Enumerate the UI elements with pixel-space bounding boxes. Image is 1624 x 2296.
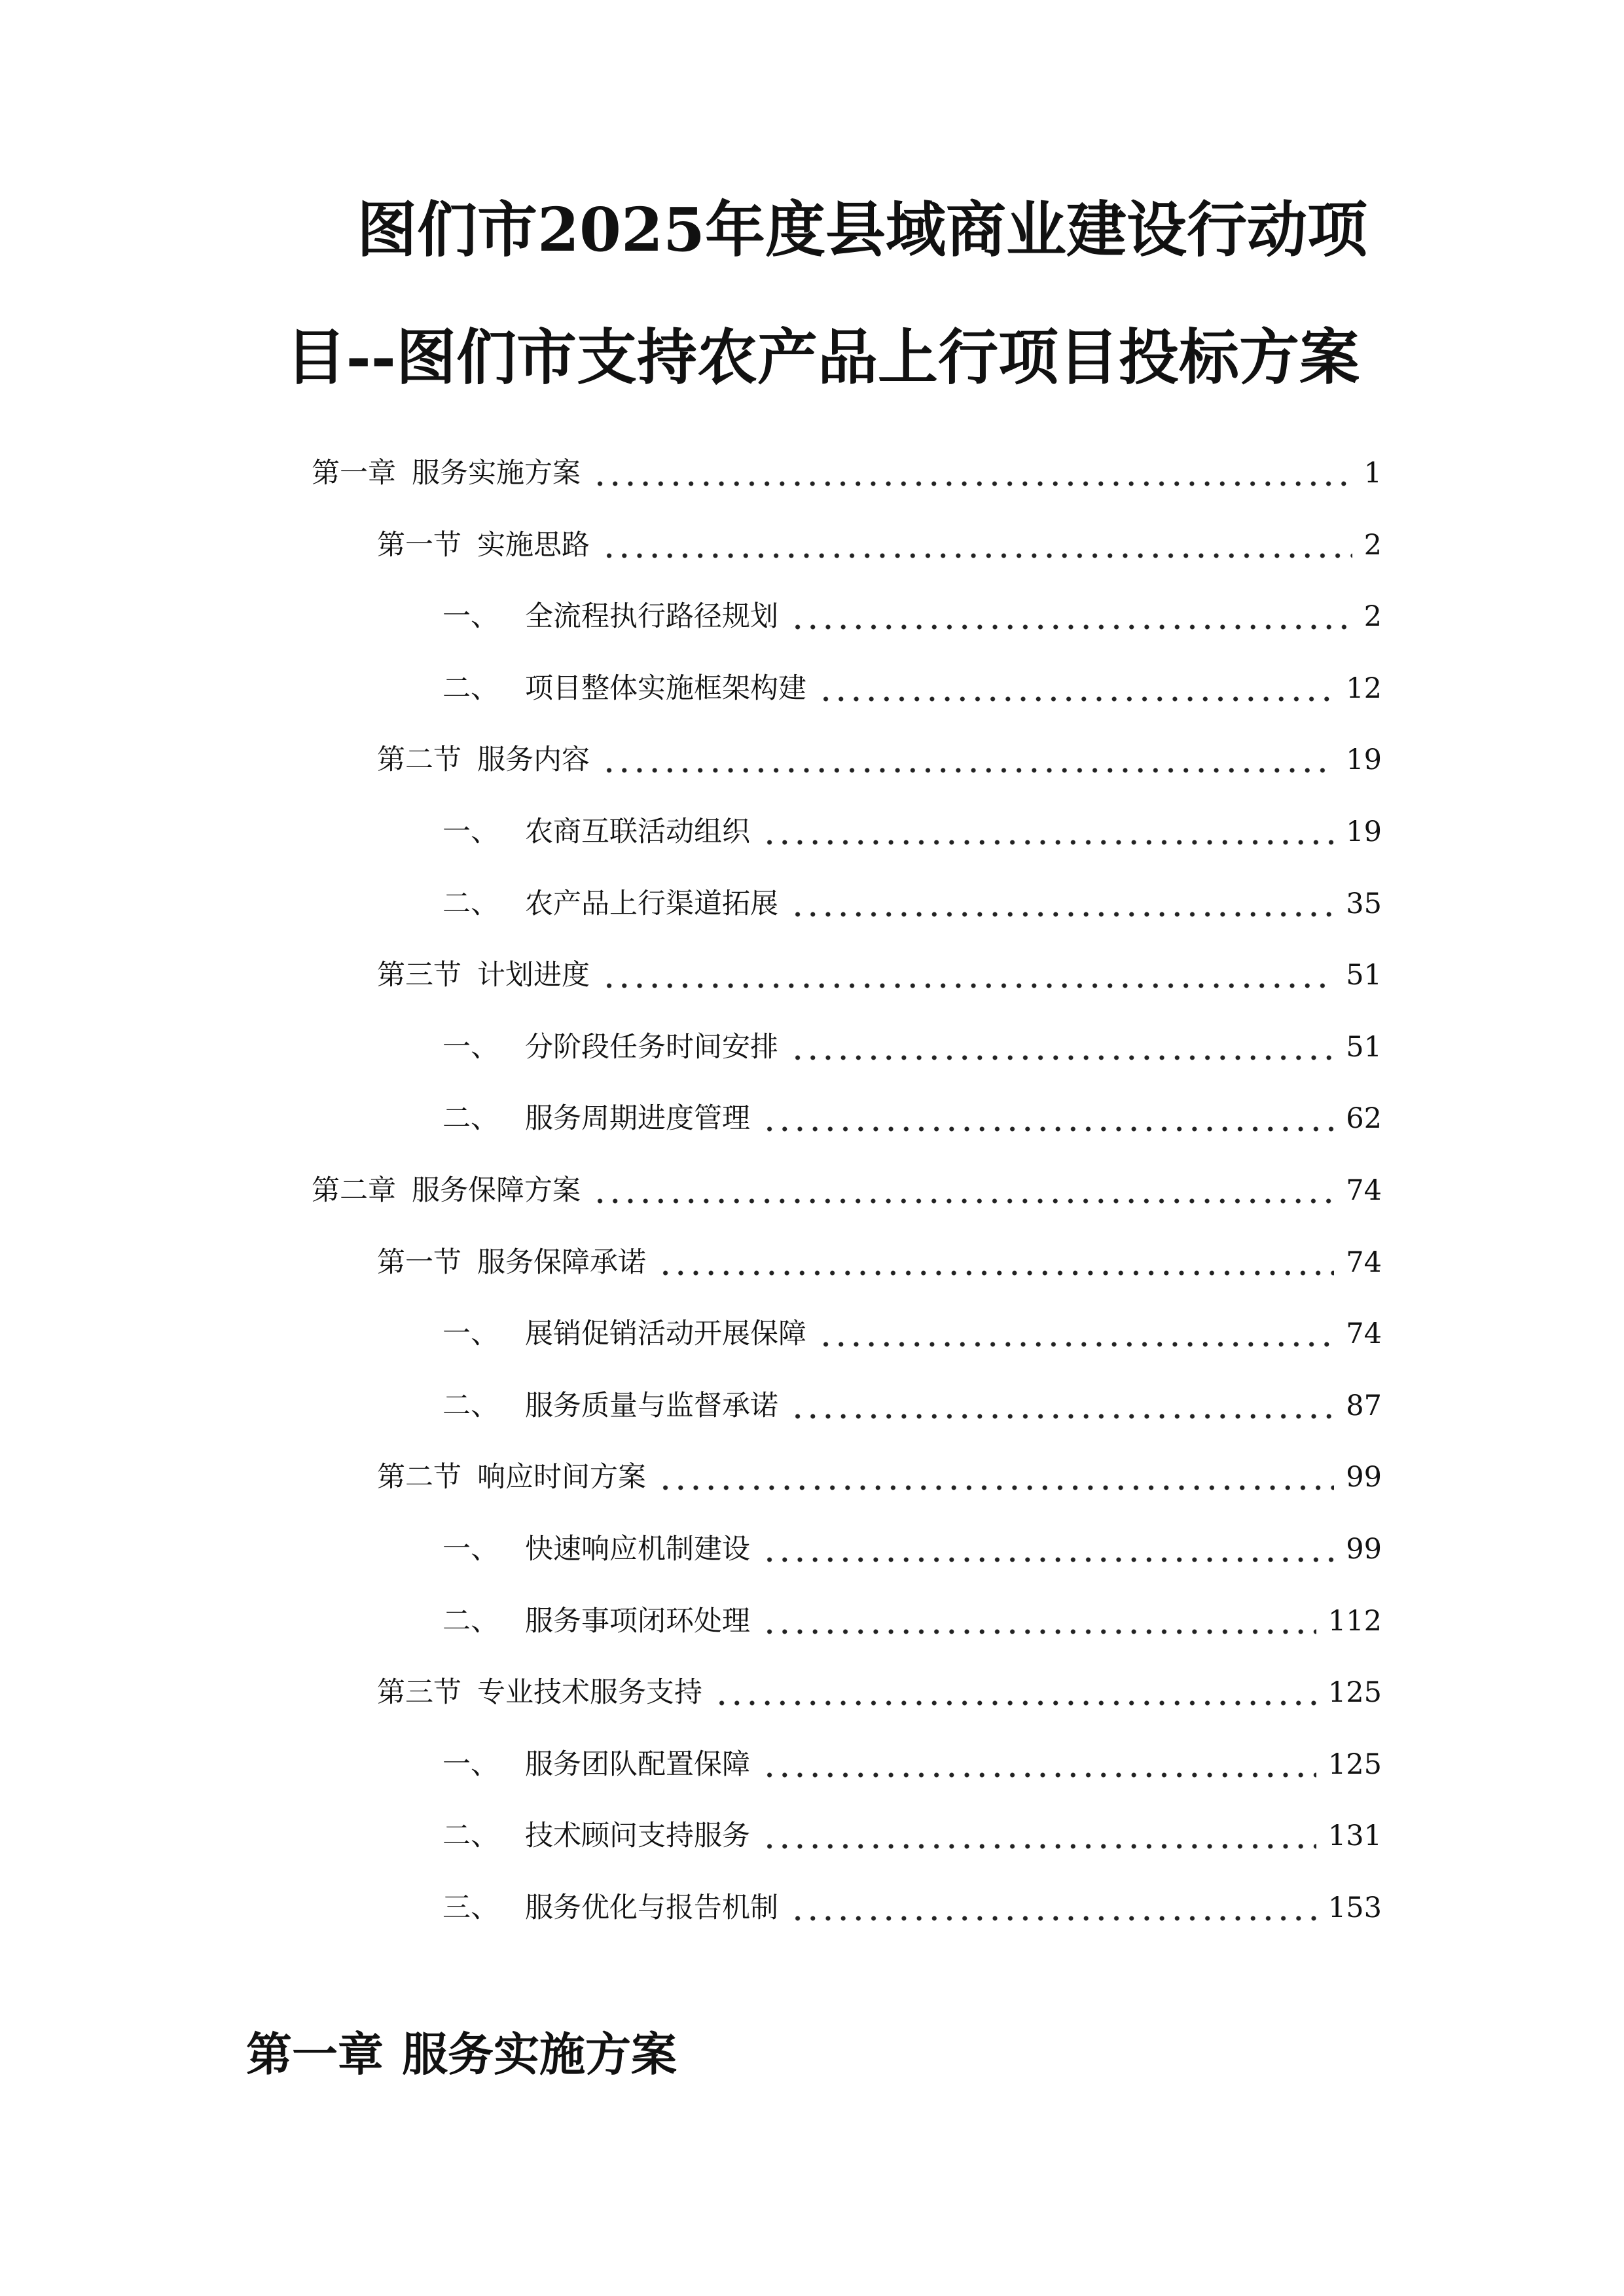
toc-entry-title: 服务保障承诺 <box>477 1246 646 1279</box>
toc-dot-leader <box>658 1454 1334 1500</box>
toc-entry-page-number: 1 <box>1363 457 1382 490</box>
toc-dot-leader <box>592 1168 1334 1213</box>
toc-entry-page-number: 2 <box>1363 528 1382 562</box>
toc-entry-title: 服务质量与监督承诺 <box>525 1389 778 1422</box>
toc-entry[interactable] <box>377 1670 1382 1715</box>
toc-entry-title: 分阶段任务时间安排 <box>525 1030 778 1064</box>
toc-entry-page-number: 62 <box>1346 1102 1382 1136</box>
document-title-line-1: 图们市2025年度县域商业建设行动项 <box>356 194 1367 265</box>
toc-dot-leader <box>790 881 1334 927</box>
toc-dot-leader <box>602 737 1334 783</box>
toc-entry-page-number: 51 <box>1346 1030 1382 1064</box>
toc-entry-number: 一、 <box>442 1748 499 1781</box>
chapter-title: 服务实施方案 <box>402 2027 677 2081</box>
toc-entry-page-number: 2 <box>1363 600 1382 634</box>
toc-entry-title: 响应时间方案 <box>477 1461 646 1494</box>
toc-entry-number: 第三节 <box>377 959 461 992</box>
chapter-heading <box>246 2027 677 2081</box>
toc-dot-leader <box>790 594 1352 639</box>
toc-entry-page-number: 74 <box>1346 1318 1382 1351</box>
toc-dot-leader <box>658 1240 1334 1285</box>
toc-entry-title: 计划进度 <box>477 959 590 992</box>
toc-entry-title: 服务事项闭环处理 <box>525 1604 750 1638</box>
toc-dot-leader <box>818 1311 1334 1357</box>
toc-entry-title: 农产品上行渠道拓展 <box>525 887 778 920</box>
toc-entry-number: 第一章 <box>312 457 396 490</box>
toc-entry[interactable] <box>377 952 1382 998</box>
toc-entry-number: 第二节 <box>377 744 461 777</box>
toc-entry-number: 一、 <box>442 600 499 634</box>
toc-dot-leader <box>602 952 1334 998</box>
toc-dot-leader <box>762 1813 1316 1859</box>
toc-entry[interactable] <box>442 1096 1382 1141</box>
toc-entry[interactable] <box>442 1311 1382 1357</box>
toc-entry[interactable] <box>312 1168 1382 1213</box>
toc-entry-title: 服务周期进度管理 <box>525 1102 750 1136</box>
toc-entry-title: 服务优化与报告机制 <box>525 1892 778 1924</box>
toc-entry-title: 服务保障方案 <box>412 1174 581 1207</box>
toc-entry[interactable] <box>312 450 1382 496</box>
toc-entry-page-number: 99 <box>1346 1533 1382 1566</box>
toc-entry-page-number: 74 <box>1346 1174 1382 1207</box>
toc-entry-page-number: 12 <box>1346 672 1382 705</box>
toc-entry[interactable] <box>442 666 1382 711</box>
toc-entry-number: 一、 <box>442 1030 499 1064</box>
toc-entry[interactable] <box>442 1383 1382 1429</box>
toc-entry-title: 服务实施方案 <box>412 457 581 490</box>
toc-entry-page-number: 112 <box>1327 1604 1382 1638</box>
toc-entry-title: 农商互联活动组织 <box>525 816 750 848</box>
toc-entry-page-number: 35 <box>1346 887 1382 920</box>
toc-entry-title: 展销促销活动开展保障 <box>525 1318 806 1351</box>
toc-dot-leader <box>790 1885 1316 1931</box>
toc-entry-title: 实施思路 <box>477 528 590 562</box>
toc-entry-title: 快速响应机制建设 <box>525 1533 750 1566</box>
toc-entry[interactable] <box>377 737 1382 783</box>
toc-entry[interactable] <box>442 1598 1382 1644</box>
toc-dot-leader <box>602 522 1352 568</box>
toc-entry[interactable] <box>442 1813 1382 1859</box>
toc-entry-number: 第一节 <box>377 528 461 562</box>
toc-entry-title: 项目整体实施框架构建 <box>525 672 806 705</box>
toc-dot-leader <box>762 809 1334 855</box>
toc-entry[interactable] <box>442 1526 1382 1572</box>
toc-dot-leader <box>762 1526 1334 1572</box>
toc-entry-page-number: 87 <box>1346 1389 1382 1422</box>
toc-dot-leader <box>790 1383 1334 1429</box>
toc-entry-number: 一、 <box>442 1533 499 1566</box>
toc-entry-page-number: 99 <box>1346 1461 1382 1494</box>
toc-dot-leader <box>790 1024 1334 1070</box>
toc-dot-leader <box>592 450 1352 496</box>
toc-entry[interactable] <box>442 1024 1382 1070</box>
toc-entry-number: 一、 <box>442 816 499 848</box>
document-title-line-2: 目--图们市支持农产品上行项目投标方案 <box>285 322 1360 393</box>
toc-entry-number: 二、 <box>442 672 499 705</box>
toc-entry[interactable] <box>377 1454 1382 1500</box>
toc-entry-number: 三、 <box>442 1892 499 1924</box>
toc-entry-number: 第一节 <box>377 1246 461 1279</box>
toc-entry-page-number: 153 <box>1327 1892 1382 1924</box>
toc-entry-title: 服务团队配置保障 <box>525 1748 750 1781</box>
toc-entry-number: 二、 <box>442 1820 499 1853</box>
toc-entry-page-number: 125 <box>1327 1748 1382 1781</box>
toc-entry-page-number: 51 <box>1346 959 1382 992</box>
toc-entry-title: 服务内容 <box>477 744 590 777</box>
toc-entry-page-number: 131 <box>1327 1820 1382 1853</box>
toc-dot-leader <box>762 1096 1334 1141</box>
toc-entry[interactable] <box>442 809 1382 855</box>
toc-entry[interactable] <box>377 1240 1382 1285</box>
toc-entry[interactable] <box>442 1885 1382 1931</box>
toc-entry-page-number: 19 <box>1346 744 1382 777</box>
toc-entry-page-number: 19 <box>1346 816 1382 848</box>
toc-entry-number: 二、 <box>442 1604 499 1638</box>
toc-entry-number: 一、 <box>442 1318 499 1351</box>
toc-entry-number: 第三节 <box>377 1676 461 1710</box>
chapter-number: 第一章 <box>246 2027 384 2081</box>
toc-entry-title: 全流程执行路径规划 <box>525 600 778 634</box>
toc-entry[interactable] <box>377 522 1382 568</box>
toc-entry-page-number: 125 <box>1327 1676 1382 1710</box>
toc-entry-number: 二、 <box>442 1389 499 1422</box>
toc-entry[interactable] <box>442 594 1382 639</box>
toc-entry-page-number: 74 <box>1346 1246 1382 1279</box>
toc-entry[interactable] <box>442 1742 1382 1787</box>
toc-entry-number: 二、 <box>442 887 499 920</box>
toc-entry-number: 第二章 <box>312 1174 396 1207</box>
toc-entry-title: 专业技术服务支持 <box>477 1676 702 1710</box>
toc-dot-leader <box>762 1598 1316 1644</box>
toc-entry-title: 技术顾问支持服务 <box>525 1820 750 1853</box>
toc-entry-number: 二、 <box>442 1102 499 1136</box>
toc-entry-number: 第二节 <box>377 1461 461 1494</box>
toc-dot-leader <box>762 1742 1316 1787</box>
toc-dot-leader <box>818 666 1334 711</box>
toc-entry[interactable] <box>442 881 1382 927</box>
toc-dot-leader <box>714 1670 1316 1715</box>
